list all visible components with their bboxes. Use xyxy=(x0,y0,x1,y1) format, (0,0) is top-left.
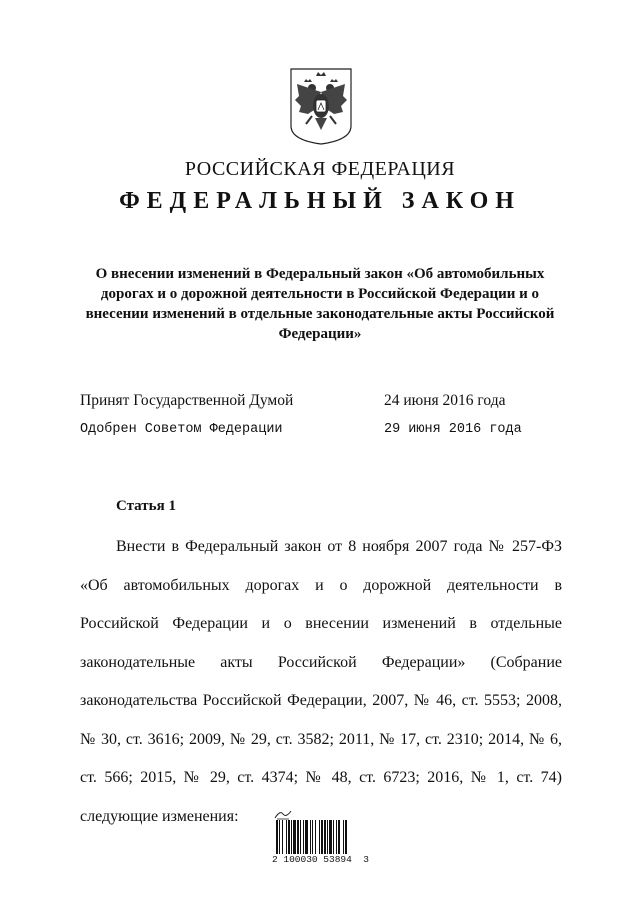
barcode-bar xyxy=(297,820,299,854)
article-heading: Статья 1 xyxy=(116,498,176,514)
barcode-bar xyxy=(282,820,283,854)
law-title: О внесении изменений в Федеральный закон «Об автомобильных дорогах и о дорожной деятельности в Российской Федерации и о внесении изменений в отдельные законодательные акты Российской Федерации» xyxy=(85,266,555,342)
barcode-bar xyxy=(319,820,320,854)
barcode-icon xyxy=(276,820,358,854)
barcode-bar xyxy=(288,820,290,854)
barcode-mark-icon xyxy=(272,808,294,820)
approved-by-council-label: Одобрен Советом Федерации xyxy=(80,422,283,437)
barcode-bar xyxy=(286,820,287,854)
adopted-by-duma-label: Принят Государственной Думой xyxy=(80,392,294,409)
barcode-bar xyxy=(300,820,301,854)
article-body: Внести в Федеральный закон от 8 ноября 2007 года № 257-ФЗ «Об автомобильных дорогах и о дорожной деятельности в Российской Федерации и о внесении изменений в отдельные законодательные акты Российской Федерации» (Собрание законодательства Российской Федерации, 2007, № 46, ст. 5553; 2008, № 30, ст. 3616; 2009, № 29, ст. 3582; 2011, № 17, ст. 2310; 2014, № 6, ст. 566; 2015, № 29, ст. 4374; № 48, ст. 6723; 2016, № 1, ст. 74) следующие изменения: xyxy=(80,538,562,825)
barcode-bar xyxy=(338,820,340,854)
approved-by-council-date: 29 июня 2016 года xyxy=(384,422,522,437)
russian-coat-of-arms-icon xyxy=(288,66,354,146)
barcode-bar xyxy=(305,820,308,854)
country-name: РОССИЙСКАЯ ФЕДЕРАЦИЯ xyxy=(184,158,456,180)
barcode-bar xyxy=(310,820,311,854)
barcode-bar xyxy=(291,820,292,854)
barcode-bar xyxy=(293,820,296,854)
barcode-bar xyxy=(279,820,280,854)
barcode-bar xyxy=(321,820,323,854)
barcode-bar xyxy=(312,820,313,854)
barcode-bar xyxy=(327,820,328,854)
barcode-number: 2 100030 53894 3 xyxy=(272,854,369,865)
barcode-bar xyxy=(336,820,337,854)
barcode-bar xyxy=(315,820,316,854)
document-type: ФЕДЕРАЛЬНЫЙ ЗАКОН xyxy=(119,188,521,214)
adopted-by-duma-date: 24 июня 2016 года xyxy=(384,392,506,409)
barcode-bar xyxy=(276,820,278,854)
barcode-bar xyxy=(324,820,326,854)
barcode-bar xyxy=(345,820,347,854)
barcode-bar xyxy=(333,820,334,854)
barcode-bar xyxy=(329,820,332,854)
barcode-bar xyxy=(303,820,304,854)
barcode-bar xyxy=(343,820,344,854)
